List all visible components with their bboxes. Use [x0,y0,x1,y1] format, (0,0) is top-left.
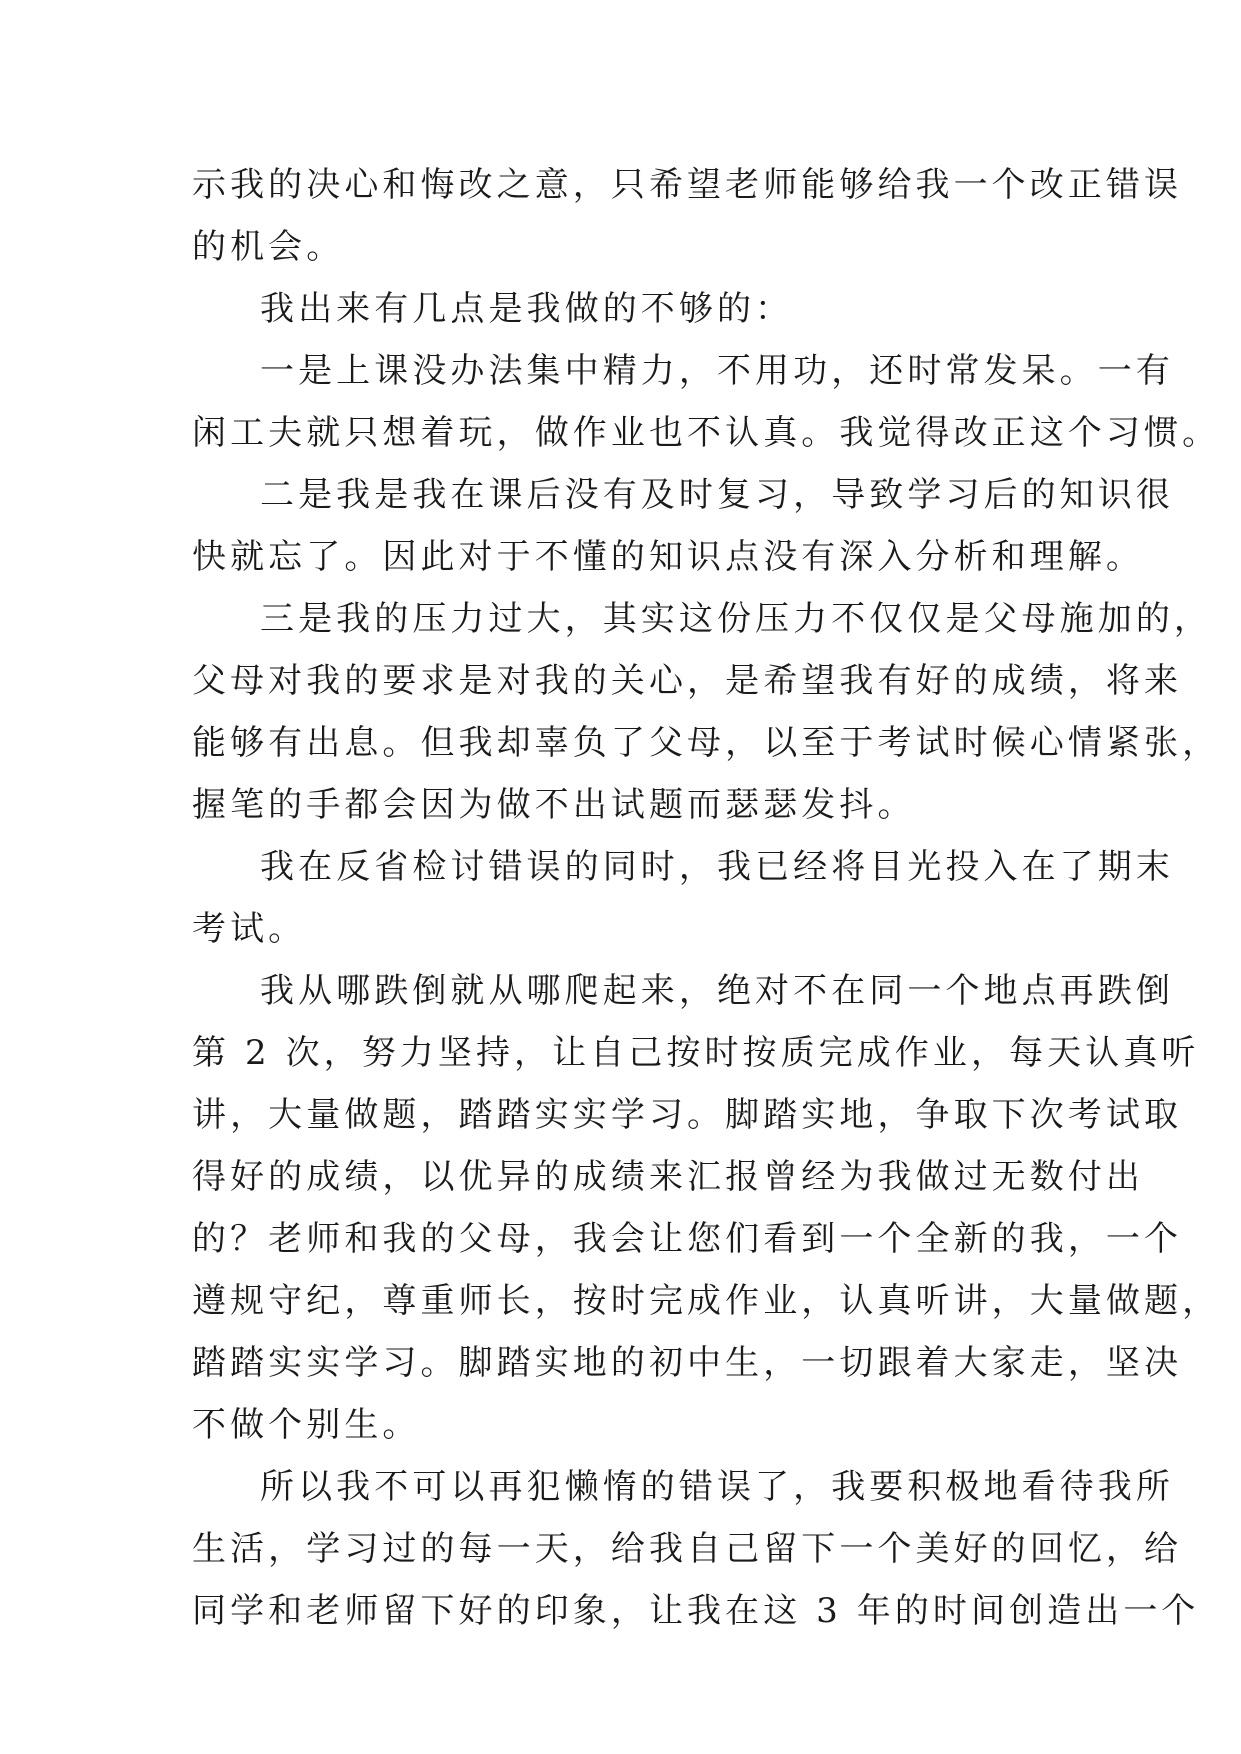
text-line: 同学和老师留下好的印象，让我在这 3 年的时间创造出一个 [192,1591,1200,1631]
text-line: 所以我不可以再犯懒惰的错误了，我要积极地看待我所 [260,1467,1174,1507]
text-line: 二是我是我在课后没有及时复习，导致学习后的知识很 [260,475,1174,515]
text-line: 第 2 次，努力坚持，让自己按时按质完成作业，每天认真听 [192,1033,1200,1073]
text-line: 我从哪跌倒就从哪爬起来，绝对不在同一个地点再跌倒 [260,971,1174,1011]
text-line: 不做个别生。 [192,1405,421,1445]
text-line: 遵规守纪，尊重师长，按时完成作业，认真听讲，大量做题， [192,1281,1221,1321]
text-line: 握笔的手都会因为做不出试题而瑟瑟发抖。 [192,785,916,825]
text-line: 三是我的压力过大，其实这份压力不仅仅是父母施加的， [260,599,1212,639]
text-line: 的机会。 [192,227,345,267]
text-line: 踏踏实实学习。脚踏实地的初中生，一切跟着大家走，坚决 [192,1343,1183,1383]
text-line: 父母对我的要求是对我的关心，是希望我有好的成绩，将来 [192,661,1183,701]
text-line: 闲工夫就只想着玩，做作业也不认真。我觉得改正这个习惯。 [192,413,1221,453]
text-line: 示我的决心和悔改之意，只希望老师能够给我一个改正错误 [192,165,1183,205]
document-page [192,154,1221,1642]
text-line: 快就忘了。因此对于不懂的知识点没有深入分析和理解。 [192,537,1144,577]
text-line: 生活，学习过的每一天，给我自己留下一个美好的回忆，给 [192,1529,1183,1569]
text-line: 考试。 [192,909,307,949]
text-line: 能够有出息。但我却辜负了父母，以至于考试时候心情紧张， [192,723,1221,763]
text-line: 我出来有几点是我做的不够的： [260,289,794,329]
text-line: 我在反省检讨错误的同时，我已经将目光投入在了期末 [260,847,1174,887]
text-line: 得好的成绩，以优异的成绩来汇报曾经为我做过无数付出 [192,1157,1144,1197]
text-line: 的？老师和我的父母，我会让您们看到一个全新的我，一个 [192,1219,1183,1259]
text-line: 一是上课没办法集中精力，不用功，还时常发呆。一有 [260,351,1174,391]
text-line: 讲，大量做题，踏踏实实学习。脚踏实地，争取下次考试取 [192,1095,1183,1135]
